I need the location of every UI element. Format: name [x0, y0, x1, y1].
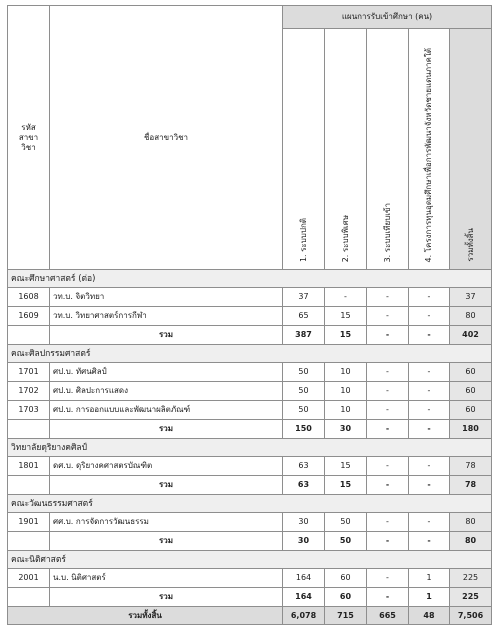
- program-name: ดศ.บ. ดุริยางคศาสตรบัณฑิต: [50, 457, 283, 476]
- program-code: 1608: [8, 288, 50, 307]
- subtotal-value: 78: [450, 476, 492, 495]
- value-cell: 1: [409, 569, 450, 588]
- faculty-name: คณะนิติศาสตร์: [8, 551, 492, 569]
- value-cell: 164: [283, 569, 325, 588]
- grand-total-value: 48: [409, 607, 450, 625]
- subtotal-value: 402: [450, 326, 492, 345]
- table-row: [8, 307, 492, 326]
- value-cell: 10: [325, 401, 367, 420]
- header-col-special: 2. ระบบพิเศษ: [325, 29, 367, 270]
- value-cell: -: [367, 307, 409, 326]
- subtotal-row: [8, 588, 492, 607]
- header-col-scholarship: 4. โครงการทุนอุดมศึกษาเพื่อการพัฒนาจังหวัดชายแดนภาคใต้: [409, 29, 450, 270]
- table-row: [8, 513, 492, 532]
- value-cell: -: [409, 382, 450, 401]
- value-cell: -: [409, 288, 450, 307]
- faculty-name: คณะศิลปกรรมศาสตร์: [8, 345, 492, 363]
- subtotal-blank: [8, 476, 50, 495]
- value-cell: 50: [283, 363, 325, 382]
- subtotal-value: -: [409, 476, 450, 495]
- value-cell: 37: [283, 288, 325, 307]
- value-cell: -: [409, 363, 450, 382]
- program-code: 2001: [8, 569, 50, 588]
- program-name: ศป.บ. ทัศนศิลป์: [50, 363, 283, 382]
- subtotal-row: [8, 326, 492, 345]
- subtotal-row: [8, 532, 492, 551]
- value-cell: 60: [450, 401, 492, 420]
- subtotal-row: [8, 476, 492, 495]
- value-cell: 15: [325, 457, 367, 476]
- grand-total-value: 6,078: [283, 607, 325, 625]
- grand-total-value: 715: [325, 607, 367, 625]
- faculty-name: คณะวัฒนธรรมศาสตร์: [8, 495, 492, 513]
- header-col-total: รวมทั้งสิ้น: [450, 29, 492, 270]
- value-cell: 60: [450, 382, 492, 401]
- program-code: 1801: [8, 457, 50, 476]
- subtotal-label: รวม: [50, 588, 283, 607]
- subtotal-value: 150: [283, 420, 325, 439]
- table-row: [8, 401, 492, 420]
- program-name: วท.บ. วิทยาศาสตร์การกีฬา: [50, 307, 283, 326]
- value-cell: 80: [450, 307, 492, 326]
- subtotal-value: 60: [325, 588, 367, 607]
- program-code: 1702: [8, 382, 50, 401]
- subtotal-label: รวม: [50, 532, 283, 551]
- value-cell: -: [367, 569, 409, 588]
- subtotal-value: 50: [325, 532, 367, 551]
- subtotal-value: -: [409, 420, 450, 439]
- subtotal-value: 1: [409, 588, 450, 607]
- value-cell: 50: [325, 513, 367, 532]
- subtotal-value: -: [409, 532, 450, 551]
- faculty-row: [8, 551, 492, 569]
- faculty-row: [8, 270, 492, 288]
- subtotal-value: 180: [450, 420, 492, 439]
- table-row: [8, 288, 492, 307]
- program-name: ศป.บ. การออกแบบและพัฒนาผลิตภัณฑ์: [50, 401, 283, 420]
- subtotal-value: -: [367, 532, 409, 551]
- value-cell: 225: [450, 569, 492, 588]
- program-name: วท.บ. จิตวิทยา: [50, 288, 283, 307]
- subtotal-value: 15: [325, 326, 367, 345]
- subtotal-value: 225: [450, 588, 492, 607]
- subtotal-value: -: [367, 326, 409, 345]
- subtotal-value: 387: [283, 326, 325, 345]
- subtotal-value: -: [409, 326, 450, 345]
- grand-total-label: รวมทั้งสิ้น: [8, 607, 283, 625]
- value-cell: 78: [450, 457, 492, 476]
- value-cell: -: [409, 457, 450, 476]
- value-cell: -: [325, 288, 367, 307]
- faculty-row: [8, 345, 492, 363]
- value-cell: 60: [450, 363, 492, 382]
- grand-total-value: 7,506: [450, 607, 492, 625]
- admission-plan-table: [7, 5, 492, 625]
- table-row: [8, 457, 492, 476]
- grand-total-value: 665: [367, 607, 409, 625]
- value-cell: 50: [283, 382, 325, 401]
- value-cell: 15: [325, 307, 367, 326]
- value-cell: -: [367, 363, 409, 382]
- subtotal-blank: [8, 326, 50, 345]
- table-row: [8, 569, 492, 588]
- value-cell: -: [367, 457, 409, 476]
- faculty-name: วิทยาลัยดุริยางคศิลป์: [8, 439, 492, 457]
- program-name: น.บ. นิติศาสตร์: [50, 569, 283, 588]
- value-cell: 30: [283, 513, 325, 532]
- subtotal-blank: [8, 420, 50, 439]
- subtotal-blank: [8, 588, 50, 607]
- program-code: 1609: [8, 307, 50, 326]
- value-cell: -: [367, 513, 409, 532]
- header-code: รหัส สาขา วิชา: [8, 6, 50, 270]
- subtotal-label: รวม: [50, 420, 283, 439]
- value-cell: 50: [283, 401, 325, 420]
- subtotal-value: -: [367, 476, 409, 495]
- table-row: [8, 382, 492, 401]
- subtotal-value: 63: [283, 476, 325, 495]
- value-cell: 65: [283, 307, 325, 326]
- subtotal-row: [8, 420, 492, 439]
- header-name: ชื่อสาขาวิชา: [50, 6, 283, 270]
- value-cell: 80: [450, 513, 492, 532]
- subtotal-label: รวม: [50, 476, 283, 495]
- faculty-name: คณะศึกษาศาสตร์ (ต่อ): [8, 270, 492, 288]
- value-cell: 63: [283, 457, 325, 476]
- faculty-row: [8, 439, 492, 457]
- program-code: 1701: [8, 363, 50, 382]
- table-body: [8, 270, 492, 625]
- faculty-row: [8, 495, 492, 513]
- header-plan: แผนการรับเข้าศึกษา (คน): [283, 6, 492, 29]
- header-col-transfer: 3. ระบบเทียบเข้า: [367, 29, 409, 270]
- value-cell: -: [367, 288, 409, 307]
- value-cell: 60: [325, 569, 367, 588]
- subtotal-value: 80: [450, 532, 492, 551]
- header-col-regular: 1. ระบบปกติ: [283, 29, 325, 270]
- value-cell: -: [409, 401, 450, 420]
- subtotal-label: รวม: [50, 326, 283, 345]
- value-cell: -: [409, 513, 450, 532]
- value-cell: 37: [450, 288, 492, 307]
- subtotal-value: -: [367, 420, 409, 439]
- program-code: 1901: [8, 513, 50, 532]
- subtotal-value: 164: [283, 588, 325, 607]
- subtotal-value: 30: [283, 532, 325, 551]
- subtotal-blank: [8, 532, 50, 551]
- program-name: ศศ.บ. การจัดการวัฒนธรรม: [50, 513, 283, 532]
- value-cell: 10: [325, 382, 367, 401]
- value-cell: -: [367, 401, 409, 420]
- value-cell: -: [367, 382, 409, 401]
- program-name: ศป.บ. ศิลปะการแสดง: [50, 382, 283, 401]
- value-cell: -: [409, 307, 450, 326]
- grand-total-row: [8, 607, 492, 625]
- subtotal-value: 30: [325, 420, 367, 439]
- subtotal-value: 15: [325, 476, 367, 495]
- program-code: 1703: [8, 401, 50, 420]
- subtotal-value: -: [367, 588, 409, 607]
- table-row: [8, 363, 492, 382]
- value-cell: 10: [325, 363, 367, 382]
